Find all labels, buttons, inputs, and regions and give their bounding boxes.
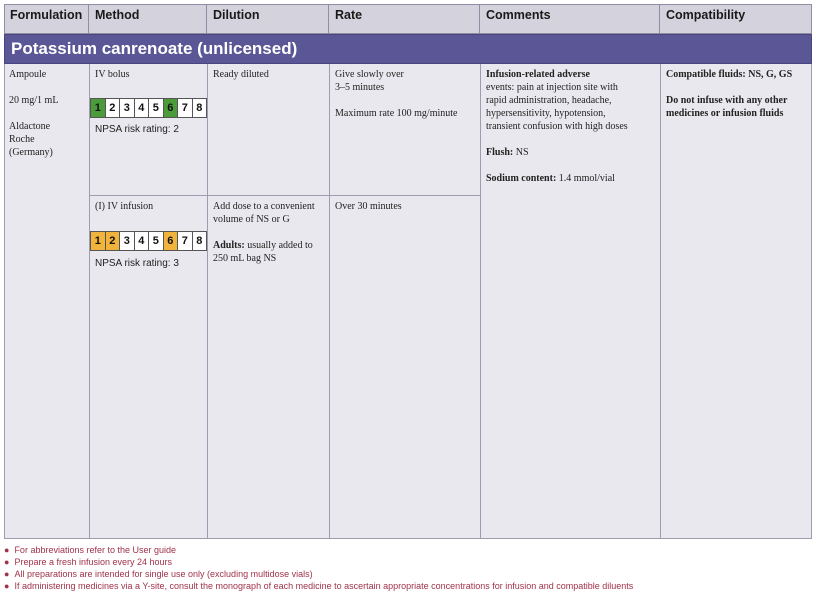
column-header-comments: Comments (480, 4, 660, 34)
bullet-icon: ● (4, 545, 10, 555)
compatibility-cell (666, 68, 810, 120)
npsa-risk-scale-infusion (90, 231, 207, 251)
column-header-rate: Rate (329, 4, 480, 34)
formulation-strength: 20 mg/1 mL (9, 95, 59, 106)
risk-box: 3 (120, 99, 135, 117)
column-header-method: Method (89, 4, 207, 34)
risk-box: 4 (135, 99, 150, 117)
method-ivbolus: IV bolus (95, 69, 130, 80)
column-header-formulation: Formulation (4, 4, 89, 34)
column-divider (480, 64, 481, 539)
formulation-brand: Aldactone (9, 121, 51, 132)
risk-box: 2 (106, 99, 121, 117)
footnote-text: All preparations are intended for single use only (excluding multidose vials) (14, 569, 313, 579)
rate-line: 3–5 minutes (335, 82, 385, 93)
dilution-line: Adults: usually added to (213, 240, 313, 251)
risk-box: 5 (149, 99, 164, 117)
rate-infusion: Over 30 minutes (335, 201, 402, 212)
footnote (4, 545, 176, 557)
rate-line: Give slowly over (335, 69, 404, 80)
column-divider (660, 64, 661, 539)
comments-line: events: pain at injection site with (486, 82, 618, 93)
formulation-cell (9, 68, 87, 159)
risk-box: 8 (193, 99, 207, 117)
dilution-infusion (213, 200, 327, 265)
footnote-text: Prepare a fresh infusion every 24 hours (14, 557, 173, 567)
risk-box: 7 (178, 99, 193, 117)
risk-box: 3 (120, 232, 135, 250)
risk-box: 7 (178, 232, 193, 250)
comments-flush: Flush: NS (486, 147, 529, 158)
table-body (4, 64, 812, 539)
bullet-icon: ● (4, 557, 10, 567)
method-ivinfusion: (I) IV infusion (95, 201, 154, 212)
risk-box: 1 (91, 232, 106, 250)
npsa-risk-label-infusion: NPSA risk rating: 3 (95, 258, 179, 269)
formulation-country: (Germany) (9, 147, 53, 158)
footnote (4, 581, 633, 593)
dilution-line: 250 mL bag NS (213, 253, 277, 264)
risk-box: 1 (91, 99, 106, 117)
rate-max: Maximum rate 100 mg/minute (335, 108, 458, 119)
comments-line: Infusion-related adverse (486, 69, 590, 80)
footnote (4, 557, 172, 569)
formulation-manufacturer: Roche (9, 134, 35, 145)
dilution-line: volume of NS or G (213, 214, 290, 225)
footnote-text: If administering medicines via a Y-site, consult the monograph of each medicine to ascertain appropriate concentrations for infusion and compatible diluents (14, 581, 634, 591)
compatibility-warning: medicines or infusion fluids (666, 108, 784, 119)
risk-box: 6 (164, 232, 179, 250)
comments-line: rapid administration, headache, (486, 95, 612, 106)
bullet-icon: ● (4, 569, 10, 579)
column-divider (207, 64, 208, 539)
compatibility-warning: Do not infuse with any other (666, 95, 788, 106)
footnote-text: For abbreviations refer to the User guide (14, 545, 177, 555)
column-divider (329, 64, 330, 539)
rate-bolus (335, 68, 478, 120)
column-divider (89, 64, 90, 539)
comments-line: hypersensitivity, hypotension, (486, 108, 606, 119)
formulation-type: Ampoule (9, 69, 47, 80)
npsa-risk-scale-bolus (90, 98, 207, 118)
risk-box: 6 (164, 99, 179, 117)
compatibility-fluids: Compatible fluids: NS, G, GS (666, 69, 793, 80)
comments-sodium: Sodium content: 1.4 mmol/vial (486, 173, 615, 184)
dilution-line: Add dose to a convenient (213, 201, 315, 212)
comments-cell (486, 68, 658, 185)
footnote (4, 569, 313, 581)
risk-box: 5 (149, 232, 164, 250)
risk-box: 8 (193, 232, 207, 250)
risk-box: 2 (106, 232, 121, 250)
column-header-compatibility: Compatibility (666, 8, 746, 22)
drug-title: Potassium canrenoate (unlicensed) (4, 34, 812, 64)
column-header-dilution: Dilution (207, 4, 329, 34)
comments-line: transient confusion with high doses (486, 121, 628, 132)
bullet-icon: ● (4, 581, 10, 591)
npsa-risk-label-bolus: NPSA risk rating: 2 (95, 124, 179, 135)
dilution-bolus: Ready diluted (213, 69, 269, 80)
row-divider (89, 195, 480, 196)
risk-box: 4 (135, 232, 150, 250)
